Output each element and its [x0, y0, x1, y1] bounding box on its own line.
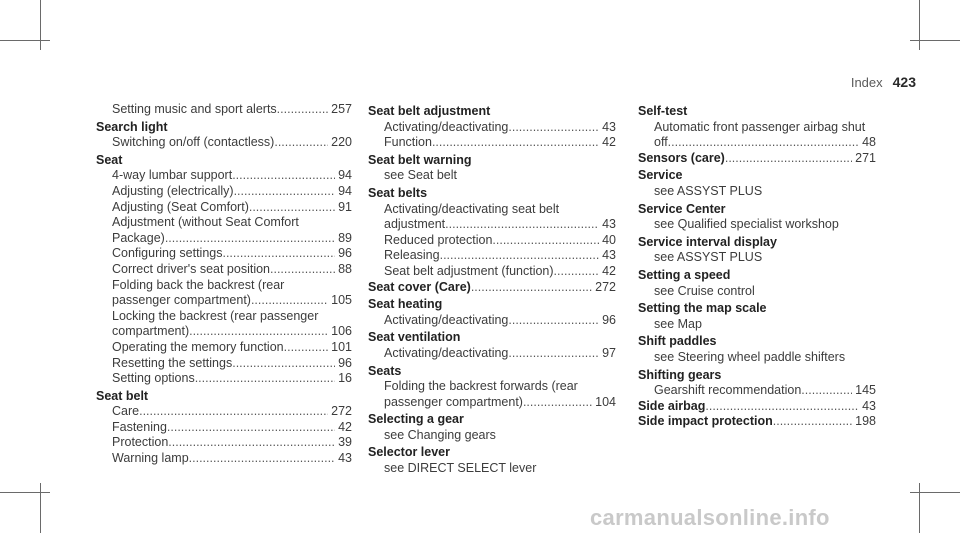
header-title: Index — [850, 75, 883, 90]
entry-text: Reduced protection — [384, 232, 493, 247]
page-reference: 94 — [338, 168, 352, 183]
entry-text: Activating/deactivating — [384, 119, 509, 134]
page-reference: 43 — [862, 398, 876, 413]
crop-mark — [910, 40, 960, 41]
page-reference: 257 — [331, 102, 352, 116]
index-subentry-with-page — [96, 293, 352, 309]
index-subentry: Locking the backrest (rear passenger — [112, 308, 319, 323]
dot-leader — [195, 371, 335, 387]
page-reference: 43 — [602, 248, 616, 263]
index-subentry-with-page — [368, 120, 616, 136]
crop-mark — [0, 40, 50, 41]
entry-text: Side airbag — [638, 398, 706, 413]
dot-leader — [251, 293, 328, 309]
index-heading: Setting a speed — [638, 267, 731, 282]
index-subentry-with-page — [96, 262, 352, 278]
crop-mark — [40, 0, 41, 50]
crop-mark — [0, 492, 50, 493]
page-reference: 43 — [338, 451, 352, 466]
dot-leader — [165, 231, 335, 247]
crop-mark — [919, 0, 920, 50]
dot-leader — [432, 135, 599, 151]
page-reference: 220 — [331, 135, 352, 150]
page-reference: 42 — [602, 135, 616, 150]
index-heading: Selector lever — [368, 445, 450, 460]
index-heading: Seat belt — [96, 388, 149, 403]
page-reference: 106 — [331, 324, 352, 339]
dot-leader — [725, 151, 852, 167]
page-reference: 96 — [338, 246, 352, 261]
index-subentry-with-page — [96, 340, 352, 356]
page-reference: 88 — [338, 261, 352, 276]
index-subentry: Folding back the backrest (rear — [112, 277, 285, 292]
entry-text: Warning lamp — [112, 451, 189, 466]
crop-mark — [40, 483, 41, 533]
entry-text: Function — [384, 135, 432, 150]
index-heading: Seat ventilation — [368, 330, 461, 345]
index-subentry: Folding the backrest forwards (rear — [384, 379, 578, 394]
index-subentry: see DIRECT SELECT lever — [384, 461, 537, 476]
entry-text: Resetting the settings — [112, 355, 233, 370]
index-heading: Shift paddles — [638, 334, 717, 349]
index-subentry: see ASSYST PLUS — [654, 183, 763, 198]
dot-leader — [773, 414, 852, 430]
dot-leader — [801, 383, 852, 399]
entry-text: Switching on/off (contactless) — [112, 135, 275, 150]
index-column-2 — [368, 102, 616, 477]
page-reference: 198 — [855, 414, 876, 429]
dot-leader — [705, 399, 859, 415]
page-reference: 272 — [595, 279, 616, 294]
entry-text: Configuring settings — [112, 246, 223, 261]
entry-text: Seat belt adjustment (function) — [384, 263, 554, 278]
index-subentry-with-page — [96, 184, 352, 200]
page-header — [851, 74, 916, 90]
index-subentry: see Seat belt — [384, 168, 457, 183]
page-reference: 272 — [331, 404, 352, 419]
index-subentry: Automatic front passenger airbag shut — [654, 119, 866, 134]
dot-leader — [492, 233, 599, 249]
index-subentry-with-page — [368, 346, 616, 362]
dot-leader — [234, 184, 336, 200]
entry-text: Sensors (care) — [638, 150, 725, 165]
index-heading: Seat belt adjustment — [368, 104, 491, 118]
dot-leader — [249, 200, 335, 216]
dot-leader — [668, 135, 859, 151]
entry-text: Adjusting (Seat Comfort) — [112, 199, 249, 214]
page-reference: 16 — [338, 371, 352, 386]
dot-leader — [167, 420, 335, 436]
entry-text: adjustment — [384, 217, 446, 232]
index-subentry: see ASSYST PLUS — [654, 250, 763, 265]
entry-text: Adjusting (electrically) — [112, 183, 234, 198]
index-heading: Seat heating — [368, 297, 443, 312]
index-subentry-with-page — [368, 248, 616, 264]
dot-leader — [445, 217, 599, 233]
dot-leader — [274, 135, 328, 151]
entry-text: passenger compartment) — [112, 293, 251, 308]
entry-text: Activating/deactivating — [384, 345, 509, 360]
entry-text: Correct driver's seat position — [112, 261, 271, 276]
index-heading: Self-test — [638, 104, 688, 118]
dot-leader — [440, 248, 600, 264]
dot-leader — [189, 451, 335, 467]
dot-leader — [232, 168, 335, 184]
entry-text: Side impact protection — [638, 414, 773, 429]
dot-leader — [508, 120, 599, 136]
page-reference: 97 — [602, 345, 616, 360]
crop-mark — [910, 492, 960, 493]
page-reference: 43 — [602, 119, 616, 134]
dot-leader — [139, 404, 328, 420]
page-reference: 39 — [338, 435, 352, 450]
index-subentry-with-page — [96, 246, 352, 262]
index-heading: Search light — [96, 119, 168, 134]
index-subentry-with-page — [96, 231, 352, 247]
entry-text: Seat cover (Care) — [368, 279, 471, 294]
entry-text: Care — [112, 404, 140, 419]
page-number: 423 — [892, 74, 916, 90]
index-heading: Service — [638, 168, 683, 183]
dot-leader — [471, 280, 592, 296]
index-heading-with-page — [638, 414, 876, 430]
page-reference: 42 — [602, 263, 616, 278]
dot-leader — [189, 324, 328, 340]
crop-mark — [919, 483, 920, 533]
page-reference: 101 — [331, 339, 352, 354]
dot-leader — [508, 313, 599, 329]
index-subentry-with-page — [368, 217, 616, 233]
index-subentry: see Cruise control — [654, 283, 755, 298]
entry-text: Setting options — [112, 371, 195, 386]
entry-text: Activating/deactivating — [384, 312, 509, 327]
dot-leader — [508, 346, 599, 362]
page-reference: 89 — [338, 230, 352, 245]
dot-leader — [232, 356, 335, 372]
index-heading: Service Center — [638, 201, 726, 216]
index-subentry-with-page — [96, 435, 352, 451]
index-subentry-with-page — [96, 200, 352, 216]
index-subentry: Adjustment (without Seat Comfort — [112, 215, 299, 230]
index-heading-with-page — [368, 280, 616, 296]
page-reference: 94 — [338, 183, 352, 198]
entry-text: Gearshift recommendation — [654, 383, 802, 398]
index-subentry: see Steering wheel paddle shifters — [654, 349, 846, 364]
index-subentry: see Changing gears — [384, 427, 496, 442]
index-subentry-with-page — [96, 404, 352, 420]
index-subentry-with-page — [638, 383, 876, 399]
index-subentry-with-page — [638, 135, 876, 151]
entry-text: compartment) — [112, 324, 190, 339]
dot-leader — [284, 340, 329, 356]
dot-leader — [168, 435, 335, 451]
page-reference: 40 — [602, 232, 616, 247]
index-column-3 — [638, 102, 876, 430]
page-reference: 43 — [602, 217, 616, 232]
index-heading-with-page — [638, 151, 876, 167]
entry-text: passenger compartment) — [384, 394, 523, 409]
index-subentry-with-page — [368, 135, 616, 151]
index-heading-with-page — [638, 399, 876, 415]
dot-leader — [277, 102, 328, 118]
index-subentry-with-page — [96, 102, 352, 118]
index-subentry-with-page — [368, 395, 616, 411]
page-reference: 91 — [338, 199, 352, 214]
index-heading: Setting the map scale — [638, 301, 767, 316]
index-subentry: Activating/deactivating seat belt — [384, 201, 560, 216]
index-subentry-with-page — [96, 420, 352, 436]
index-heading: Seat belts — [368, 185, 428, 200]
index-heading: Service interval display — [638, 234, 777, 249]
index-subentry-with-page — [96, 356, 352, 372]
index-subentry-with-page — [96, 135, 352, 151]
index-subentry-with-page — [96, 168, 352, 184]
dot-leader — [222, 246, 335, 262]
index-subentry-with-page — [96, 451, 352, 467]
index-heading: Seat — [96, 152, 123, 167]
entry-text: Package) — [112, 230, 165, 245]
page-reference: 271 — [855, 150, 876, 165]
index-subentry-with-page — [96, 371, 352, 387]
watermark: carmanualsonline.info — [590, 505, 830, 530]
page-reference: 96 — [338, 355, 352, 370]
index-heading: Seat belt warning — [368, 152, 472, 167]
index-column-1 — [96, 102, 352, 467]
entry-text: Releasing — [384, 248, 440, 263]
page-reference: 145 — [855, 383, 876, 398]
page-reference: 48 — [862, 135, 876, 150]
index-heading: Seats — [368, 363, 402, 378]
page-reference: 96 — [602, 312, 616, 327]
entry-text: off — [654, 135, 668, 150]
dot-leader — [270, 262, 335, 278]
entry-text: Setting music and sport alerts — [112, 102, 277, 116]
index-heading: Selecting a gear — [368, 412, 464, 427]
dot-leader — [554, 264, 600, 280]
index-subentry: see Qualified specialist workshop — [654, 217, 839, 232]
page-reference: 42 — [338, 419, 352, 434]
index-subentry-with-page — [368, 233, 616, 249]
page-reference: 104 — [595, 394, 616, 409]
dot-leader — [523, 395, 592, 411]
entry-text: Protection — [112, 435, 169, 450]
page-reference: 105 — [331, 293, 352, 308]
index-subentry-with-page — [96, 324, 352, 340]
index-subentry-with-page — [368, 313, 616, 329]
entry-text: 4-way lumbar support — [112, 168, 233, 183]
index-heading: Shifting gears — [638, 367, 722, 382]
index-subentry: see Map — [654, 316, 702, 331]
entry-text: Operating the memory function — [112, 339, 284, 354]
entry-text: Fastening — [112, 419, 167, 434]
index-subentry-with-page — [368, 264, 616, 280]
